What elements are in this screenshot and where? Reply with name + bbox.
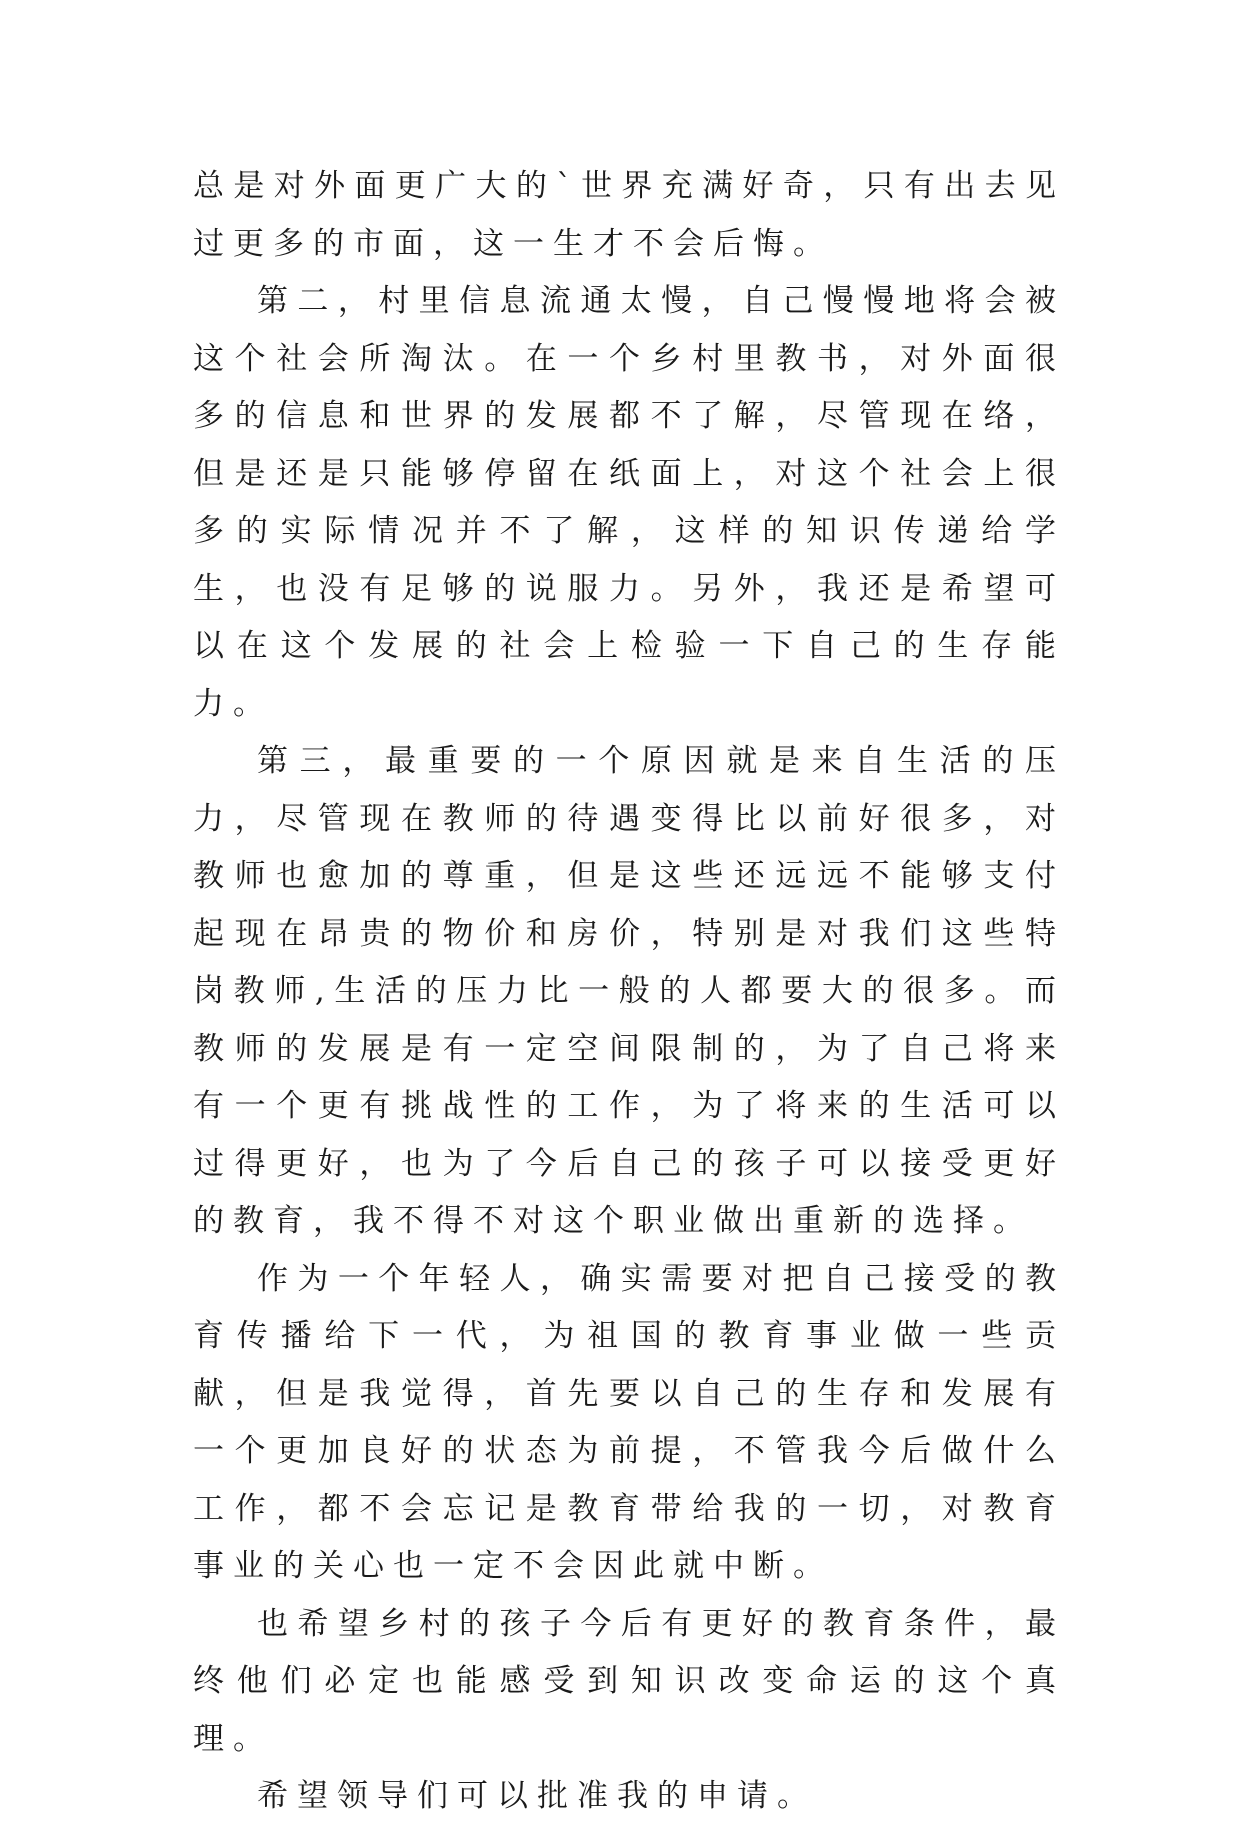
- paragraph-third-reason: 第三，最重要的一个原因就是来自生活的压力，尽管现在教师的待遇变得比以前好很多，对教师也愈加的尊重，但是这些还远远不能够支付起现在昂贵的物价和房价，特别是对我们这些特岗教师,生活的压力比一般的人都要大的很多。而教师的发展是有一定空间限制的，为了自己将来有一个更有挑战性的工作，为了将来的生活可以过得更好，也为了今后自己的孩子可以接受更好的教育，我不得不对这个职业做出重新的选择。: [193, 743, 1065, 1239]
- paragraph-request-approval: 希望领导们可以批准我的申请。: [257, 1778, 817, 1814]
- paragraph-hope-children: 也希望乡村的孩子今后有更好的教育条件，最终他们必定也能感受到知识改变命运的这个真理。: [193, 1605, 1065, 1757]
- paragraph-young-person: 作为一个年轻人，确实需要对把自己接受的教育传播给下一代，为祖国的教育事业做一些贡献，但是我觉得，首先要以自己的生存和发展有一个更加良好的状态为前提，不管我今后做什么工作，都不会忘记是教育带给我的一切，对教育事业的关心也一定不会因此就中断。: [193, 1260, 1065, 1584]
- paragraph-second-reason: 第二，村里信息流通太慢，自己慢慢地将会被这个社会所淘汰。在一个乡村里教书，对外面很多的信息和世界的发展都不了解，尽管现在络，但是还是只能够停留在纸面上，对这个社会上很多的实际情况并不了解，这样的知识传递给学生，也没有足够的说服力。另外，我还是希望可以在这个发展的社会上检验一下自己的生存能力。: [193, 283, 1065, 722]
- paragraph-continuation: 总是对外面更广大的`世界充满好奇，只有出去见过更多的市面，这一生才不会后悔。: [193, 168, 1065, 262]
- document-body: [193, 158, 1065, 1826]
